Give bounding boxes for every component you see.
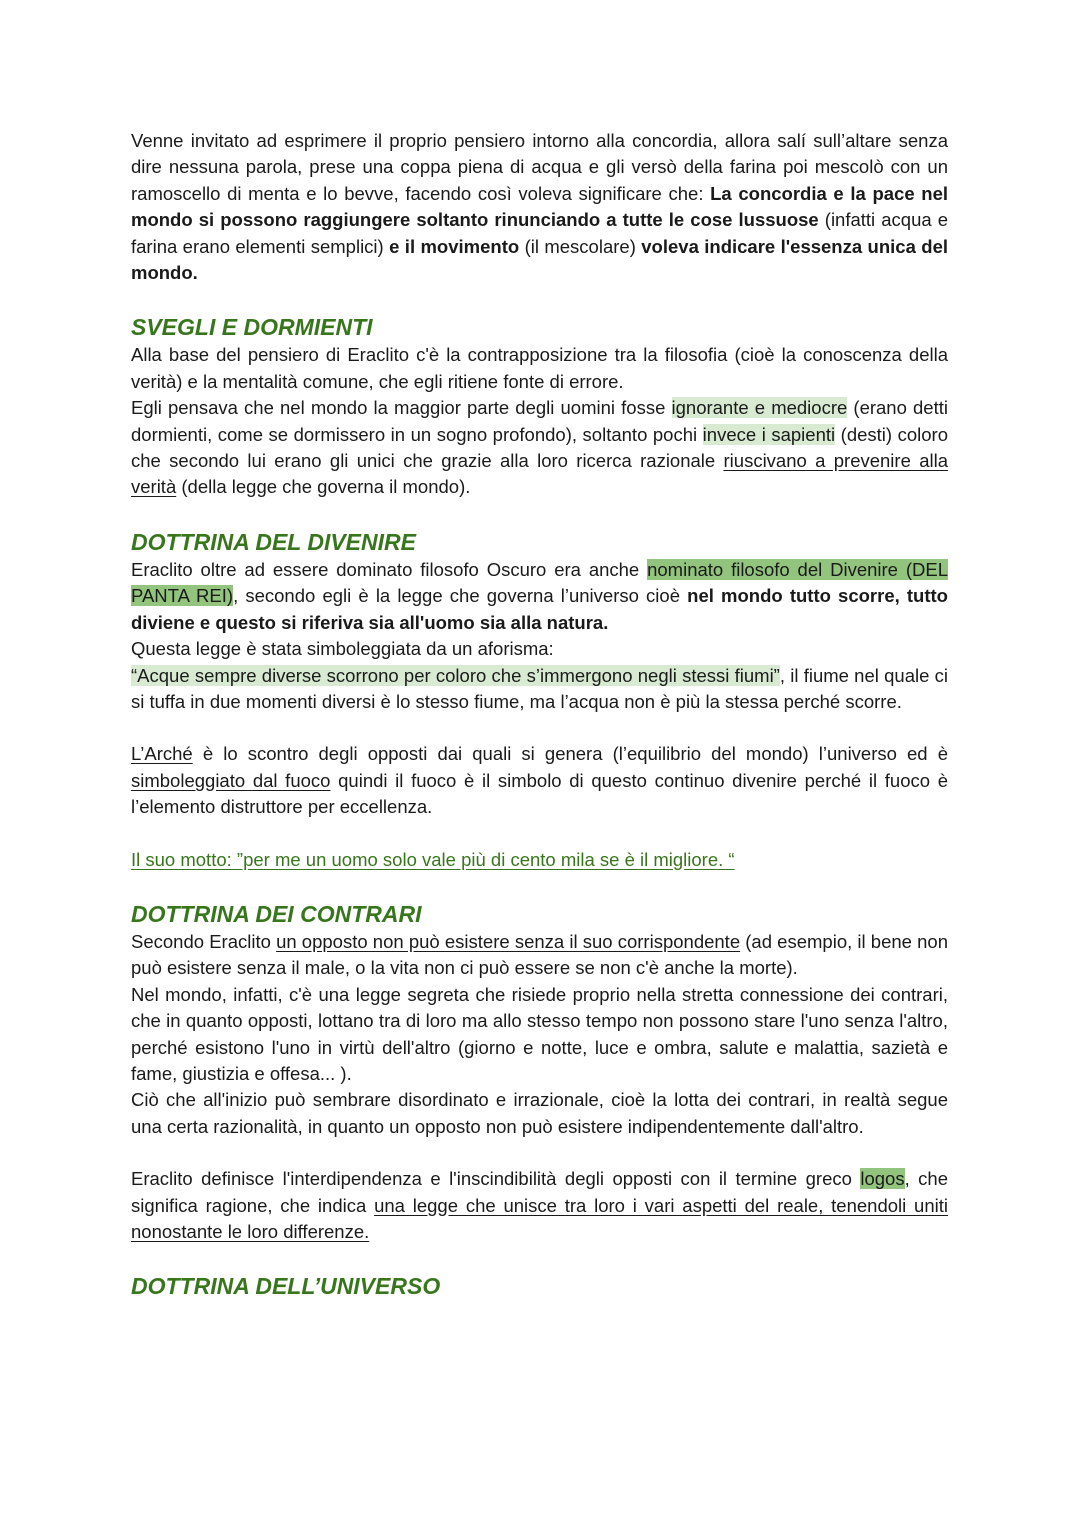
divenire-paragraph-3: “Acque sempre diverse scorrono per coloro che s’immergono negli stessi fiumi”, il fiume nel quale ci si tuffa in due momenti diversi è lo stesso fiume, ma l’acqua non è più la stessa perché scorre. [131,664,948,712]
underline-fuoco: simboleggiato dal fuoco [131,769,331,791]
highlight-aforisma: “Acque sempre diverse scorrono per coloro che s’immergono negli stessi fiumi” [131,664,780,686]
underline-opposto: un opposto non può esistere senza il suo corrispondente [276,930,741,952]
motto: Il suo motto: ”per me un uomo solo vale più di cento mila se è il migliore. “ [131,848,735,870]
highlight-ignorante: ignorante e mediocre [671,397,848,419]
highlight-sapienti: invece i sapienti [702,423,836,445]
heading-dottrina-dei-contrari: DOTTRINA DEI CONTRARI [131,900,422,927]
divenire-paragraph-arche: L’Arché è lo scontro degli opposti dai quali si genera (l’equilibrio del mondo) l’universo ed è simboleggiato dal fuoco quindi il fuoco è il simbolo di questo continuo divenire perché il fuoco è l’elemento distruttore per eccellenza. [131,743,948,818]
document-page [131,128,948,1301]
intro-bold-concordia: La concordia e la pace nel mondo si possono raggiungere soltanto rinunciando a tutte le cose lussuose [131,182,948,231]
intro-text: Venne invitato ad esprimere il proprio pensiero intorno alla concordia, allora salí sull’altare senza dire nessuna parola, prese una coppa piena di acqua e gli versò della farina poi mescolò con un ramoscello di menta e lo bevve, facendo così voleva significare che: [131,130,948,204]
underline-arche: L’Arché [131,743,193,765]
intro-text-2: (infatti acqua e farina erano elementi semplici) [131,209,948,257]
underline-verita: riuscivano a prevenire alla verità [131,450,948,498]
heading-dottrina-dell-universo: DOTTRINA DELL’UNIVERSO [131,1273,441,1300]
svegli-paragraph-1: Alla base del pensiero di Eraclito c'è la contrapposizione tra la filosofia (cioè la conoscenza della verità) e la mentalità comune, che egli ritiene fonte di errore. [131,344,948,392]
divenire-paragraph-1: Eraclito oltre ad essere dominato filosofo Oscuro era anche nominato filosofo del Divenire (DEL PANTA REI), secondo egli è la legge che governa l’universo cioè nel mondo tutto scorre, tutto diviene e questo si riferiva sia all'uomo sia alla natura. [131,558,948,633]
intro-bold-essenza: voleva indicare l'essenza unica del mondo. [131,235,948,284]
contrari-paragraph-1: Secondo Eraclito un opposto non può esistere senza il suo corrispondente (ad esempio, il bene non può esistere senza il male, o la vita non ci può essere se non c'è anche la morte). [131,930,948,979]
divenire-paragraph-2: Questa legge è stata simboleggiata da un aforisma: [131,638,554,660]
bold-tutto-scorre: nel mondo tutto scorre, tutto diviene e questo si riferiva sia all'uomo sia alla natura. [131,585,948,633]
highlight-logos: logos [860,1168,905,1190]
contrari-paragraph-2: Nel mondo, infatti, c'è una legge segreta che risiede proprio nella stretta connessione dei contrari, che in quanto opposti, lottano tra di loro ma allo stesso tempo non possono stare l'uno senza l'altro, perché esistono l'uno in virtù dell'altro (giorno e notte, luce e ombra, salute e malattia, sazietà e fame, giustizia e offesa... ). [131,983,948,1084]
intro-paragraph [131,128,948,286]
highlight-panta-rei: nominato filosofo del Divenire (DEL PANTA REI) [131,558,948,607]
contrari-paragraph-logos: Eraclito definisce l'interdipendenza e l'inscindibilità degli opposti con il termine greco logos, che significa ragione, che indica una legge che unisce tra loro i vari aspetti del reale, tenendoli uniti nonostante le loro differenze. [131,1168,948,1242]
contrari-paragraph-3: Ciò che all'inizio può sembrare disordinato e irrazionale, cioè la lotta dei contrari, in realtà segue una certa razionalità, in quanto un opposto non può esistere indipendentemente dall'altro. [131,1089,948,1137]
heading-svegli-e-dormienti: SVEGLI E DORMIENTI [131,314,373,341]
intro-bold-movimento: e il movimento [389,235,520,257]
intro-text-3: (il mescolare) [519,235,642,257]
underline-legge: una legge che unisce tra loro i vari aspetti del reale, tenendoli uniti nonostante le loro differenze. [131,1194,948,1242]
svegli-paragraph-2: Egli pensava che nel mondo la maggior parte degli uomini fosse ignorante e mediocre (erano detti dormienti, come se dormissero in un sogno profondo), soltanto pochi invece i sapienti (desti) coloro che secondo lui erano gli unici che grazie alla loro ricerca razionale riuscivano a prevenire alla verità (della legge che governa il mondo). [131,397,948,498]
heading-dottrina-del-divenire: DOTTRINA DEL DIVENIRE [131,528,416,555]
